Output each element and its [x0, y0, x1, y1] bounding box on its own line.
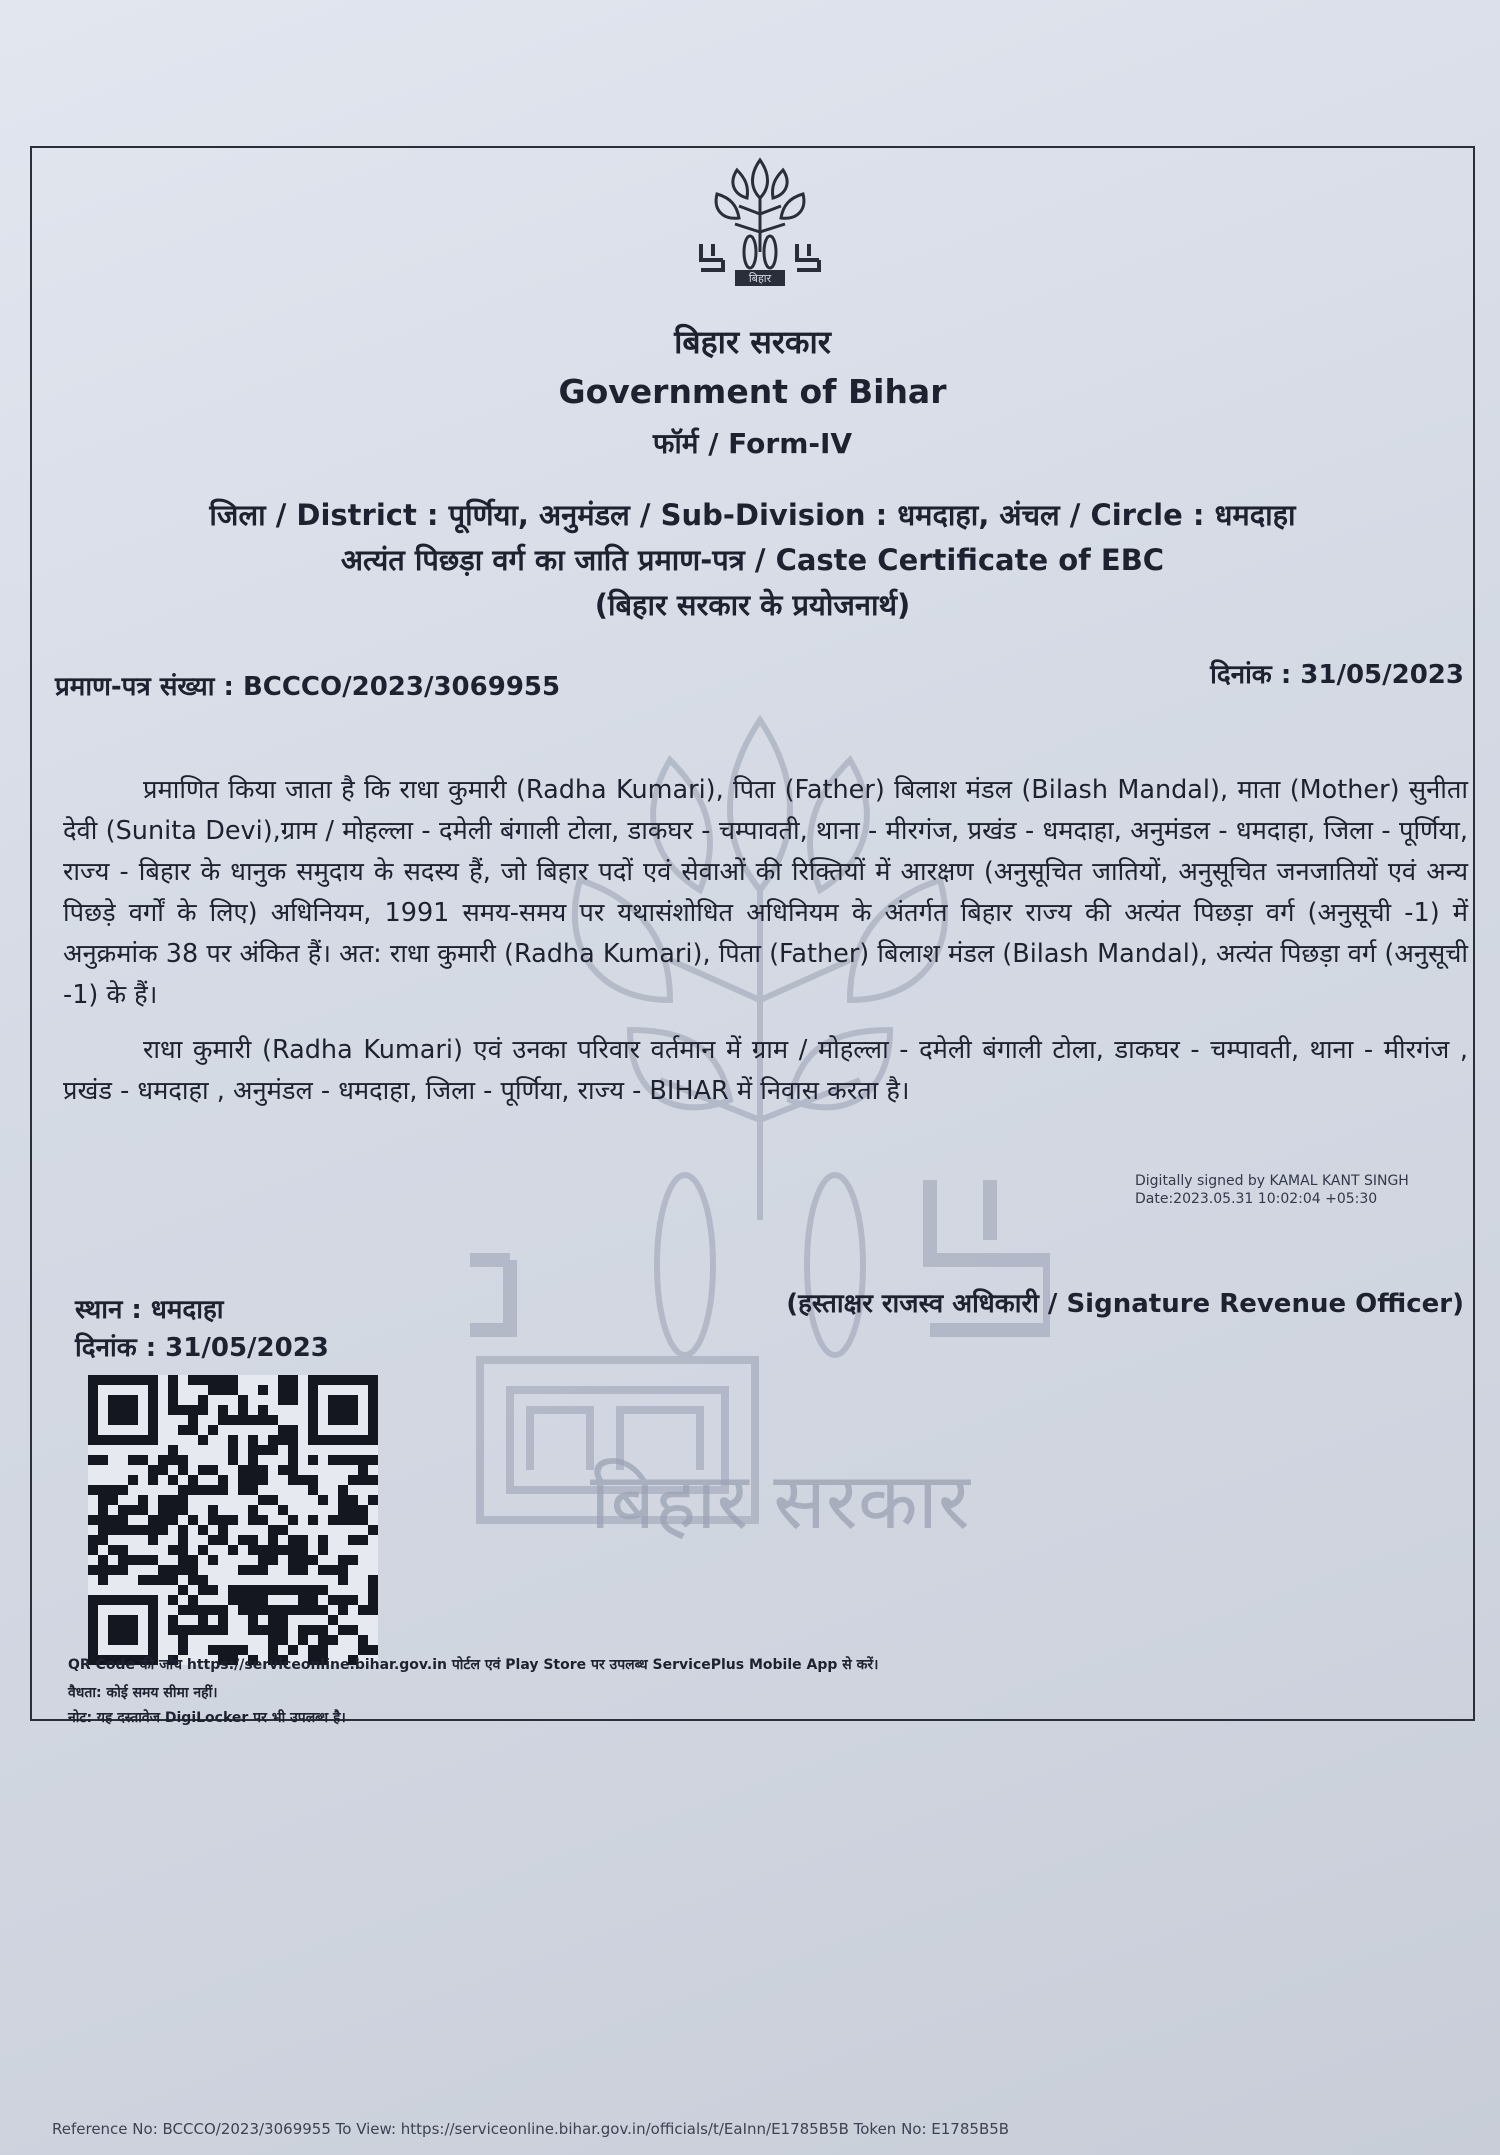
form-number: फॉर्म / Form-IV: [652, 427, 853, 460]
signatory-label: (हस्ताक्षर राजस्व अधिकारी / Signature Revenue Officer): [786, 1289, 1464, 1319]
watermark-text: बिहार सरकार: [590, 1457, 970, 1547]
certification-paragraph: प्रमाणित किया जाता है कि राधा कुमारी (Radha Kumari), पिता (Father) बिलाश मंडल (Bilash Mandal), माता (Mother) सुनीता देवी (Sunita Devi),ग्राम / मोहल्ला - दमेली बंगाली टोला, डाकघर - चम्पावती, थाना - मीरगंज, प्रखंड - धमदाहा, अनुमंडल - धमदाहा, जिला - पूर्णिया, राज्य - बिहार के धानुक समुदाय के सदस्य हैं, जो बिहार पदों एवं सेवाओं की रिक्तियों में आरक्षण (अनुसूचित जातियों, अनुसूचित जनजातियों एवं अन्य पिछड़े वर्गों के लिए) अधिनियम, 1991 समय-समय पर यथासंशोधित अधिनियम के अंतर्गत बिहार राज्य की अत्यंत पिछड़ा वर्ग (अनुसूची -1) में अनुक्रमांक 38 पर अंकित हैं। अत: राधा कुमारी (Radha Kumari), पिता (Father) बिलाश मंडल (Bilash Mandal), अत्यंत पिछड़ा वर्ग (अनुसूची -1) के हैं।: [63, 775, 1468, 1010]
validity-note: वैधता: कोई समय सीमा नहीं।: [68, 1685, 218, 1701]
bihar-emblem-icon: [695, 152, 825, 287]
digilocker-note: नोट: यह दस्तावेज DigiLocker पर भी उपलब्ध है।: [68, 1710, 346, 1726]
title-hindi: बिहार सरकार: [674, 323, 831, 361]
issue-place: स्थान : धमदाहा: [75, 1295, 224, 1325]
certificate-number: प्रमाण-पत्र संख्या : BCCCO/2023/3069955: [55, 672, 561, 702]
residence-paragraph: राधा कुमारी (Radha Kumari) एवं उनका परिवार वर्तमान में ग्राम / मोहल्ला - दमेली बंगाली टोला, डाकघर - चम्पावती, थाना - मीरगंज , प्रखंड - धमदाहा , अनुमंडल - धमदाहा, जिला - पूर्णिया, राज्य - BIHAR में निवास करता है।: [63, 1035, 1468, 1106]
qr-verification-note: QR Code की जाँच https://serviceonline.bihar.gov.in पोर्टल एवं Play Store पर उपलब्ध ServicePlus Mobile App से करें।: [68, 1657, 879, 1673]
qr-code-icon: [88, 1375, 378, 1665]
certificate-title: अत्यंत पिछड़ा वर्ग का जाति प्रमाण-पत्र / Caste Certificate of EBC: [340, 543, 1165, 577]
issue-date: दिनांक : 31/05/2023: [75, 1333, 329, 1363]
reference-footer: Reference No: BCCCO/2023/3069955 To View: https://serviceonline.bihar.gov.in/officials/t/EaInn/E1785B5B Token No: E1785B5B: [52, 2120, 1010, 2138]
digital-signature-name: Digitally signed by KAMAL KANT SINGH: [1135, 1173, 1409, 1189]
digital-signature: [1135, 1172, 1409, 1208]
certificate-date: दिनांक : 31/05/2023: [1210, 660, 1464, 690]
emblem-label: बिहार: [748, 272, 772, 285]
certificate-purpose: (बिहार सरकार के प्रयोजनार्थ): [594, 588, 911, 622]
digital-signature-date: Date:2023.05.31 10:02:04 +05:30: [1135, 1191, 1378, 1207]
district-line: जिला / District : पूर्णिया, अनुमंडल / Sub-Division : धमदाहा, अंचल / Circle : धमदाहा: [209, 498, 1296, 532]
title-english: Government of Bihar: [558, 372, 947, 411]
